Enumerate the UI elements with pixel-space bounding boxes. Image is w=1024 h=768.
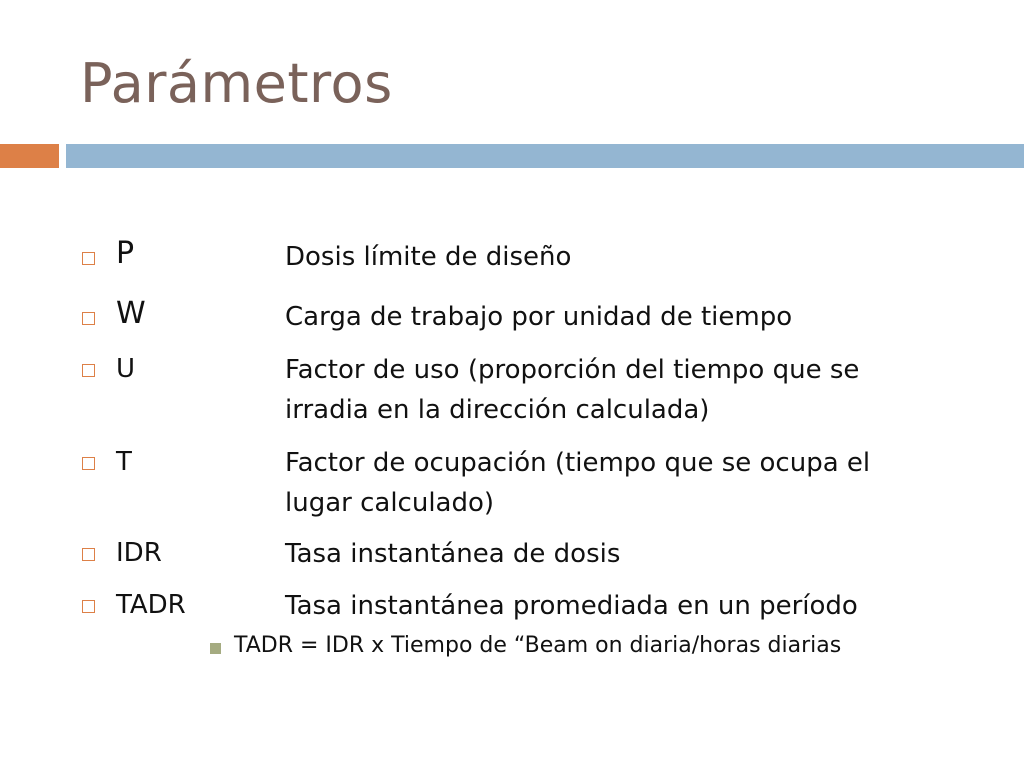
square-bullet-icon [82,364,95,377]
parameter-description: Factor de uso (proporción del tiempo que se irradia en la dirección calculada) [285,355,860,425]
square-bullet-icon [82,457,95,470]
square-sub-bullet-icon [210,643,221,654]
parameter-description: Tasa instantánea de dosis [285,539,621,569]
sub-item-text: TADR = IDR x Tiempo de “Beam on diaria/horas diarias [234,633,842,658]
slide-title: Parámetros [80,52,393,115]
parameter-description: Dosis límite de diseño [285,242,572,272]
parameter-description: Tasa instantánea promediada en un período [285,591,858,621]
parameter-key: TADR [116,590,186,620]
parameter-description: Factor de ocupación (tiempo que se ocupa el lugar calculado) [285,448,871,518]
accent-bar [0,144,59,168]
parameter-key: W [116,296,146,331]
header-bar [66,144,1024,168]
square-bullet-icon [82,548,95,561]
parameter-key: U [116,354,136,384]
square-bullet-icon [82,252,95,265]
parameter-key: IDR [116,538,162,568]
parameter-description: Carga de trabajo por unidad de tiempo [285,302,793,332]
parameter-key: T [116,447,132,477]
square-bullet-icon [82,312,95,325]
square-bullet-icon [82,600,95,613]
parameter-key: P [116,236,135,271]
